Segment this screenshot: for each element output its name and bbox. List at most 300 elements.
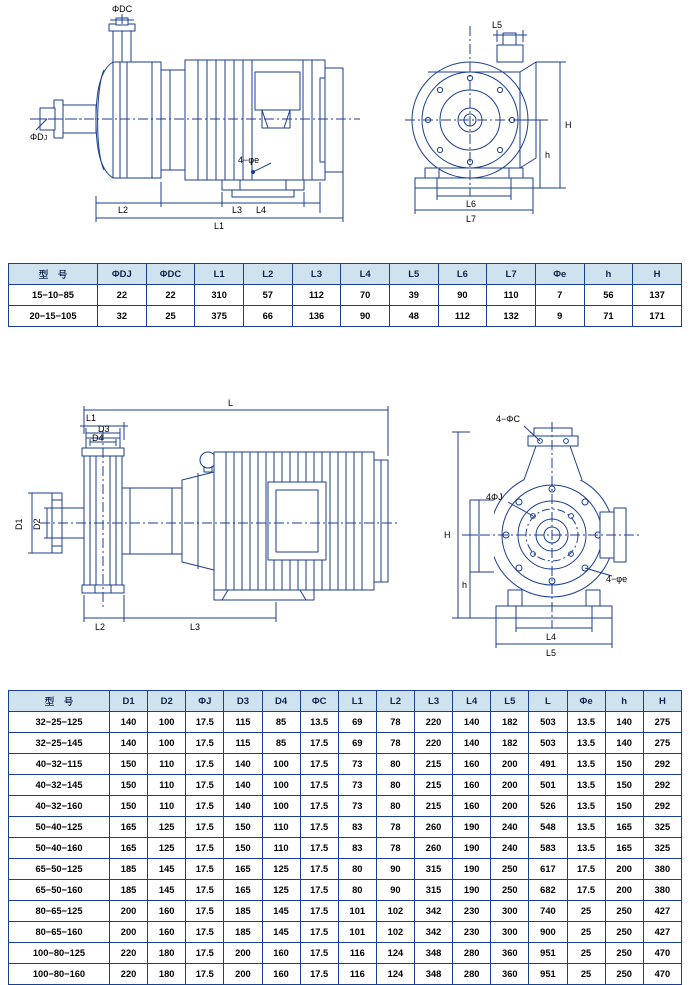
label-4-phi-j: 4ΦJ: [486, 492, 503, 502]
label-l3: L3: [232, 205, 243, 215]
table-row: [9, 880, 682, 901]
cell: 7: [535, 285, 584, 306]
cell: 85: [262, 733, 300, 754]
label-l5: L5: [492, 20, 503, 30]
cell: 325: [643, 817, 681, 838]
cell: 85: [262, 712, 300, 733]
cell: 145: [262, 901, 300, 922]
cell: 132: [487, 306, 536, 327]
cell: 315: [415, 859, 453, 880]
cell: 140: [605, 733, 643, 754]
cell: 292: [643, 796, 681, 817]
cell: 110: [262, 817, 300, 838]
cell: 292: [643, 754, 681, 775]
cell: 17.5: [186, 859, 224, 880]
cell: 140: [224, 775, 262, 796]
cell: 470: [643, 964, 681, 985]
cell: 220: [110, 943, 148, 964]
cell: 180: [148, 943, 186, 964]
cell: 137: [633, 285, 682, 306]
cell: 185: [110, 880, 148, 901]
cell: 17.5: [567, 859, 605, 880]
cell-model: 32−25−145: [9, 733, 110, 754]
cell: 160: [148, 901, 186, 922]
cell: 140: [453, 733, 491, 754]
cell-model: 65−50−125: [9, 859, 110, 880]
cell: 185: [224, 922, 262, 943]
col-l1: L1: [195, 264, 244, 285]
cell: 260: [415, 838, 453, 859]
cell: 17.5: [300, 901, 338, 922]
top-dimension-table: [8, 263, 682, 327]
cell: 101: [338, 922, 376, 943]
cell: 200: [224, 964, 262, 985]
cell: 110: [262, 838, 300, 859]
col-h-big: H: [633, 264, 682, 285]
cell: 300: [491, 922, 529, 943]
cell: 491: [529, 754, 567, 775]
cell: 160: [453, 796, 491, 817]
cell: 110: [148, 775, 186, 796]
col-phi-dj: ΦDJ: [98, 264, 147, 285]
label-l1: L1: [86, 413, 97, 423]
cell: 78: [376, 838, 414, 859]
cell: 57: [243, 285, 292, 306]
label-phi-dj: ΦDJ: [30, 132, 48, 142]
cell: 22: [98, 285, 147, 306]
col-l4: L4: [453, 691, 491, 712]
col-l6: L6: [438, 264, 487, 285]
cell: 190: [453, 859, 491, 880]
cell: 90: [376, 859, 414, 880]
cell: 160: [148, 922, 186, 943]
cell: 150: [605, 775, 643, 796]
cell: 250: [491, 859, 529, 880]
cell: 32: [98, 306, 147, 327]
cell: 80: [376, 796, 414, 817]
col-l7: L7: [487, 264, 536, 285]
cell: 160: [262, 943, 300, 964]
top-drawing-svg: [0, 0, 690, 248]
col-l5: L5: [491, 691, 529, 712]
cell: 427: [643, 922, 681, 943]
col-l2: L2: [376, 691, 414, 712]
cell: 380: [643, 859, 681, 880]
cell: 220: [415, 712, 453, 733]
bottom-table: [8, 690, 682, 985]
cell: 740: [529, 901, 567, 922]
cell-model: 50−40−125: [9, 817, 110, 838]
cell-model: 32−25−125: [9, 712, 110, 733]
cell: 66: [243, 306, 292, 327]
cell-model: 50−40−160: [9, 838, 110, 859]
cell: 125: [148, 838, 186, 859]
cell: 13.5: [567, 733, 605, 754]
cell: 100: [262, 796, 300, 817]
cell: 69: [338, 733, 376, 754]
col-l3: L3: [415, 691, 453, 712]
cell: 70: [341, 285, 390, 306]
cell: 17.5: [300, 964, 338, 985]
cell: 17.5: [186, 817, 224, 838]
cell: 280: [453, 964, 491, 985]
cell: 240: [491, 817, 529, 838]
cell: 100: [262, 754, 300, 775]
cell: 100: [148, 712, 186, 733]
table-row: [9, 859, 682, 880]
table-row: [9, 943, 682, 964]
col-d3: D3: [224, 691, 262, 712]
label-h-lower: h: [462, 580, 468, 590]
label-d4: D4: [92, 433, 104, 443]
cell: 110: [148, 754, 186, 775]
cell: 115: [224, 733, 262, 754]
cell: 110: [148, 796, 186, 817]
cell: 348: [415, 964, 453, 985]
cell: 182: [491, 733, 529, 754]
bottom-assembly-drawing: [0, 360, 690, 680]
cell: 73: [338, 775, 376, 796]
cell: 25: [567, 964, 605, 985]
cell: 150: [110, 796, 148, 817]
label-d1: D1: [14, 518, 24, 530]
cell: 25: [567, 901, 605, 922]
cell: 185: [110, 859, 148, 880]
cell: 310: [195, 285, 244, 306]
table-row: [9, 306, 682, 327]
cell: 90: [341, 306, 390, 327]
cell: 78: [376, 712, 414, 733]
cell: 17.5: [186, 775, 224, 796]
cell: 951: [529, 964, 567, 985]
cell: 171: [633, 306, 682, 327]
cell: 250: [491, 880, 529, 901]
cell: 215: [415, 775, 453, 796]
cell: 165: [224, 859, 262, 880]
cell: 230: [453, 922, 491, 943]
cell: 112: [438, 306, 487, 327]
cell: 17.5: [186, 754, 224, 775]
cell: 17.5: [186, 796, 224, 817]
cell: 39: [389, 285, 438, 306]
label-d3: D3: [98, 424, 110, 434]
cell: 25: [567, 922, 605, 943]
label-l7: L7: [466, 214, 477, 224]
cell: 200: [110, 922, 148, 943]
cell: 165: [110, 817, 148, 838]
cell: 200: [491, 754, 529, 775]
cell-model: 65−50−160: [9, 880, 110, 901]
bottom-dimension-table: [8, 690, 682, 985]
cell: 501: [529, 775, 567, 796]
cell: 80: [338, 880, 376, 901]
cell: 140: [110, 733, 148, 754]
cell: 78: [376, 817, 414, 838]
cell: 427: [643, 901, 681, 922]
cell-model: 100−80−160: [9, 964, 110, 985]
table-row: [9, 733, 682, 754]
cell: 325: [643, 838, 681, 859]
cell: 25: [146, 306, 195, 327]
col-phi-e: Φe: [535, 264, 584, 285]
cell: 250: [605, 964, 643, 985]
cell: 375: [195, 306, 244, 327]
cell: 73: [338, 796, 376, 817]
cell: 190: [453, 880, 491, 901]
label-4-phi-c: 4−ΦC: [496, 414, 520, 424]
cell: 17.5: [300, 796, 338, 817]
bottom-drawing-svg: [0, 360, 690, 680]
col-model: 型 号: [9, 691, 110, 712]
top-assembly-drawing: [0, 0, 690, 248]
cell: 17.5: [300, 859, 338, 880]
cell: 90: [376, 880, 414, 901]
table-row: [9, 901, 682, 922]
cell: 73: [338, 754, 376, 775]
cell: 22: [146, 285, 195, 306]
cell: 503: [529, 712, 567, 733]
label-l4: L4: [256, 205, 267, 215]
col-h-small: h: [584, 264, 633, 285]
cell: 342: [415, 922, 453, 943]
cell: 13.5: [300, 712, 338, 733]
cell: 165: [110, 838, 148, 859]
cell: 17.5: [300, 754, 338, 775]
cell: 115: [224, 712, 262, 733]
col-phi-c: ΦC: [300, 691, 338, 712]
cell: 116: [338, 964, 376, 985]
label-l4: L4: [546, 632, 557, 642]
cell: 348: [415, 943, 453, 964]
table-row: [9, 754, 682, 775]
col-phi-j: ΦJ: [186, 691, 224, 712]
cell: 124: [376, 943, 414, 964]
col-d1: D1: [110, 691, 148, 712]
cell: 140: [224, 754, 262, 775]
cell: 80: [338, 859, 376, 880]
cell: 250: [605, 943, 643, 964]
cell: 220: [415, 733, 453, 754]
cell: 160: [453, 754, 491, 775]
cell: 250: [605, 901, 643, 922]
cell: 125: [148, 817, 186, 838]
cell-model: 40−32−145: [9, 775, 110, 796]
cell: 145: [148, 859, 186, 880]
cell: 190: [453, 817, 491, 838]
cell: 17.5: [186, 838, 224, 859]
label-h-upper: H: [444, 530, 451, 540]
cell: 200: [491, 796, 529, 817]
cell-model: 80−65−125: [9, 901, 110, 922]
cell: 124: [376, 964, 414, 985]
cell-model: 80−65−160: [9, 922, 110, 943]
cell: 160: [453, 775, 491, 796]
cell: 200: [491, 775, 529, 796]
cell: 185: [224, 901, 262, 922]
table-row: [9, 964, 682, 985]
cell: 380: [643, 880, 681, 901]
cell: 140: [110, 712, 148, 733]
cell: 180: [148, 964, 186, 985]
cell-model: 40−32−160: [9, 796, 110, 817]
cell: 125: [262, 859, 300, 880]
cell: 102: [376, 922, 414, 943]
cell: 470: [643, 943, 681, 964]
cell: 583: [529, 838, 567, 859]
cell: 200: [224, 943, 262, 964]
cell: 190: [453, 838, 491, 859]
cell: 17.5: [300, 943, 338, 964]
cell: 17.5: [300, 880, 338, 901]
cell: 165: [224, 880, 262, 901]
cell: 80: [376, 754, 414, 775]
cell: 275: [643, 712, 681, 733]
cell: 17.5: [186, 964, 224, 985]
col-d4: D4: [262, 691, 300, 712]
cell: 13.5: [567, 817, 605, 838]
cell: 17.5: [300, 922, 338, 943]
label-h-upper: H: [565, 120, 572, 130]
cell: 300: [491, 901, 529, 922]
cell: 200: [110, 901, 148, 922]
cell: 17.5: [186, 901, 224, 922]
cell: 101: [338, 901, 376, 922]
cell: 292: [643, 775, 681, 796]
cell: 13.5: [567, 775, 605, 796]
col-l4: L4: [341, 264, 390, 285]
table-row: [9, 838, 682, 859]
label-l1: L1: [214, 221, 225, 231]
label-l6: L6: [466, 199, 477, 209]
cell: 110: [487, 285, 536, 306]
cell: 13.5: [567, 838, 605, 859]
col-phi-e: Φe: [567, 691, 605, 712]
cell: 165: [605, 838, 643, 859]
cell: 315: [415, 880, 453, 901]
table-row: [9, 285, 682, 306]
cell: 360: [491, 964, 529, 985]
label-d2: D2: [32, 518, 42, 530]
col-d2: D2: [148, 691, 186, 712]
table-row: [9, 817, 682, 838]
cell: 140: [605, 712, 643, 733]
cell: 200: [605, 859, 643, 880]
label-l2: L2: [118, 205, 129, 215]
cell: 17.5: [300, 838, 338, 859]
cell: 83: [338, 817, 376, 838]
cell: 150: [110, 775, 148, 796]
label-phi-dc: ΦDC: [112, 4, 133, 14]
cell: 951: [529, 943, 567, 964]
cell: 13.5: [567, 796, 605, 817]
cell: 360: [491, 943, 529, 964]
cell: 71: [584, 306, 633, 327]
table-row: [9, 922, 682, 943]
cell: 617: [529, 859, 567, 880]
cell: 140: [453, 712, 491, 733]
col-l1: L1: [338, 691, 376, 712]
col-model: 型 号: [9, 264, 98, 285]
table-header-row: [9, 264, 682, 285]
cell: 80: [376, 775, 414, 796]
table-row: [9, 796, 682, 817]
col-h-big: H: [643, 691, 681, 712]
cell-model: 40−32−115: [9, 754, 110, 775]
cell-model: 20−15−105: [9, 306, 98, 327]
col-h-small: h: [605, 691, 643, 712]
table-row: [9, 712, 682, 733]
label-l5: L5: [546, 648, 557, 658]
bottom-table-body: [9, 712, 682, 985]
cell: 230: [453, 901, 491, 922]
cell: 260: [415, 817, 453, 838]
cell-model: 15−10−85: [9, 285, 98, 306]
label-l3: L3: [190, 622, 201, 632]
cell: 125: [262, 880, 300, 901]
col-l2: L2: [243, 264, 292, 285]
label-l2: L2: [95, 622, 106, 632]
table-header-row: [9, 691, 682, 712]
cell: 25: [567, 943, 605, 964]
cell: 17.5: [186, 880, 224, 901]
cell: 13.5: [567, 712, 605, 733]
cell: 275: [643, 733, 681, 754]
cell: 17.5: [300, 775, 338, 796]
cell: 526: [529, 796, 567, 817]
cell: 9: [535, 306, 584, 327]
cell: 100: [148, 733, 186, 754]
cell: 13.5: [567, 754, 605, 775]
label-4-phi-e: 4−φe: [606, 574, 628, 584]
cell: 90: [438, 285, 487, 306]
col-l5: L5: [389, 264, 438, 285]
cell: 150: [224, 817, 262, 838]
cell: 165: [605, 817, 643, 838]
cell: 160: [262, 964, 300, 985]
cell: 100: [262, 775, 300, 796]
cell: 17.5: [300, 817, 338, 838]
col-phi-dc: ΦDC: [146, 264, 195, 285]
cell: 69: [338, 712, 376, 733]
cell: 17.5: [186, 943, 224, 964]
cell-model: 100−80−125: [9, 943, 110, 964]
col-l3: L3: [292, 264, 341, 285]
cell: 200: [605, 880, 643, 901]
cell: 240: [491, 838, 529, 859]
cell: 17.5: [300, 733, 338, 754]
cell: 215: [415, 796, 453, 817]
cell: 215: [415, 754, 453, 775]
col-l: L: [529, 691, 567, 712]
cell: 900: [529, 922, 567, 943]
cell: 17.5: [567, 880, 605, 901]
cell: 56: [584, 285, 633, 306]
cell: 83: [338, 838, 376, 859]
cell: 280: [453, 943, 491, 964]
table-row: [9, 775, 682, 796]
cell: 182: [491, 712, 529, 733]
cell: 17.5: [186, 712, 224, 733]
cell: 140: [224, 796, 262, 817]
cell: 48: [389, 306, 438, 327]
label-4-phi-e: 4−φe: [238, 155, 260, 165]
cell: 150: [605, 754, 643, 775]
cell: 548: [529, 817, 567, 838]
cell: 145: [262, 922, 300, 943]
label-h-lower: h: [545, 150, 551, 160]
cell: 145: [148, 880, 186, 901]
cell: 78: [376, 733, 414, 754]
